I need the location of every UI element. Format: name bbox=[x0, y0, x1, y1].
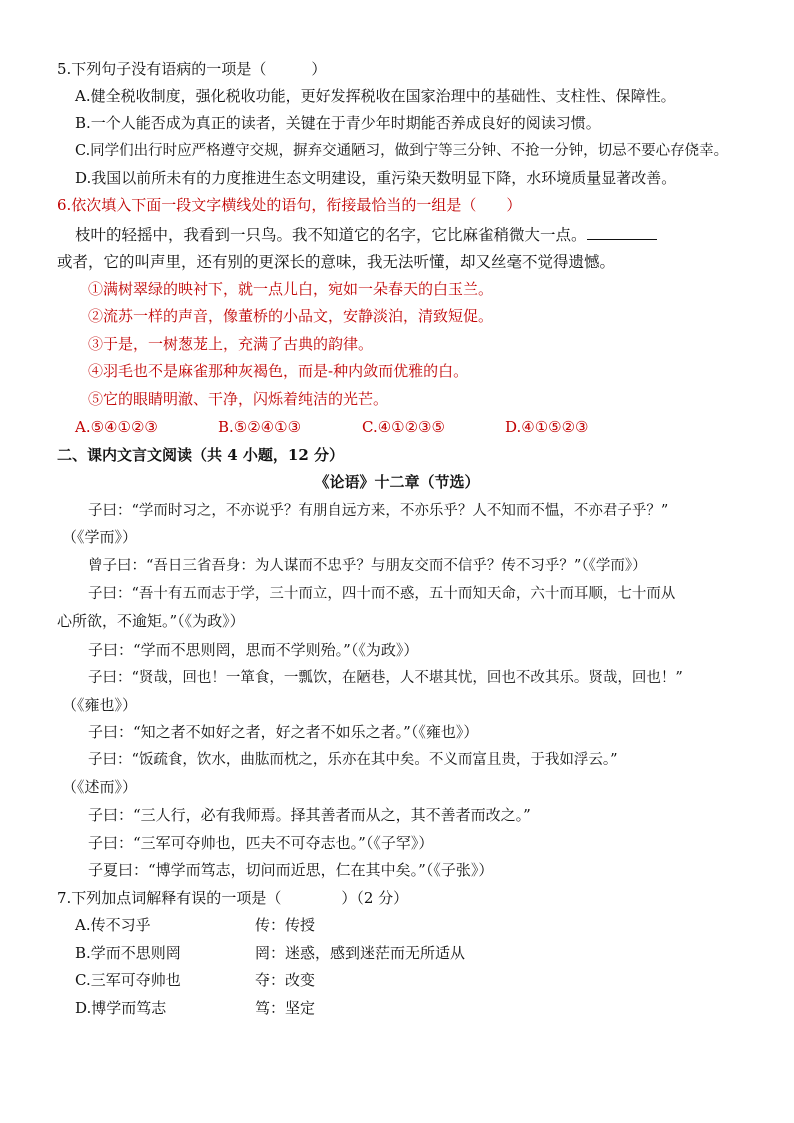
q6-choice-d: D.④①⑤②③ bbox=[505, 418, 589, 436]
analects-line-14: 子夏曰：“博学而笃志，切问而近思，仁在其中矣。”（《子张》） bbox=[88, 861, 494, 879]
analects-line-5: 心所欲，不逾矩。”（《为政》） bbox=[57, 612, 245, 630]
q7-meaning-a: 传：传授 bbox=[255, 916, 316, 934]
q6-sentence-2: ②流苏一样的声音，像董桥的小品文，安静淡泊，清致短促。 bbox=[88, 307, 494, 325]
q5-option-d: D.我国以前所未有的力度推进生态文明建设，重污染天数明显下降，水环境质量显著改善。 bbox=[75, 169, 677, 187]
q6-passage-1 bbox=[75, 225, 657, 245]
q6-choice-b: B.⑤②④①③ bbox=[218, 418, 302, 436]
analects-line-4: 子曰：“吾十有五而志于学，三十而立，四十而不惑，五十而知天命，六十而耳顺，七十而从 bbox=[88, 586, 676, 602]
q7-term-a: A.传不习乎 bbox=[75, 916, 151, 934]
analects-line-6: 子曰：“学而不思则罔，思而不学则殆。”（《为政》） bbox=[88, 641, 419, 659]
analects-line-13: 子曰：“三军可夺帅也，匹夫不可夺志也。”（《子罕》） bbox=[88, 834, 434, 852]
q6-passage-1-text: 枝叶的轻摇中，我看到一只鸟。我不知道它的名字，它比麻雀稍微大一点。 bbox=[75, 226, 587, 244]
q7-stem: 7.下列加点词解释有误的一项是（ ）（2 分） bbox=[57, 889, 409, 907]
q7-meaning-d: 笃：坚定 bbox=[255, 999, 316, 1017]
q7-term-b: B.学而不思则罔 bbox=[75, 944, 181, 962]
q7-term-d: D.博学而笃志 bbox=[75, 999, 167, 1017]
analects-line-7: 子曰：“贤哉，回也！一箪食，一瓢饮，在陋巷，人不堪其忧，回也不改其乐。贤哉，回也！” bbox=[88, 670, 683, 686]
analects-line-2: （《学而》） bbox=[62, 528, 138, 546]
q5-option-c: C.同学们出行时应严格遵守交规，摒弃交通陋习，做到宁等三分钟、不抢一分钟，切忌不要心存侥幸。 bbox=[75, 143, 729, 159]
analects-line-12: 子曰：“三人行，必有我师焉。择其善者而从之，其不善者而改之。” bbox=[88, 806, 531, 824]
q6-passage-2: 或者，它的叫声里，还有别的更深长的意味，我无法听懂，却又丝毫不觉得遗憾。 bbox=[57, 253, 616, 271]
analects-line-1: 子曰：“学而时习之，不亦说乎？有朋自远方来，不亦乐乎？人不知而不愠，不亦君子乎？” bbox=[88, 503, 669, 519]
q6-stem: 6.依次填入下面一段文字横线处的语句，衔接最恰当的一组是（ ） bbox=[57, 196, 522, 214]
analects-line-10: 子曰：“饭疏食，饮水，曲肱而枕之，乐亦在其中矣。不义而富且贵，于我如浮云。” bbox=[88, 752, 618, 768]
q6-sentence-1: ①满树翠绿的映衬下，就一点儿白，宛如一朵春天的白玉兰。 bbox=[88, 280, 494, 298]
section-2-title: 《论语》十二章（节选） bbox=[314, 473, 480, 491]
q6-sentence-3: ③于是，一树葱茏上，充满了古典的韵律。 bbox=[88, 335, 374, 353]
analects-line-9: 子曰：“知之者不如好之者，好之者不如乐之者。”（《雍也》） bbox=[88, 723, 479, 741]
q7-meaning-c: 夺：改变 bbox=[255, 971, 316, 989]
q6-choice-a: A.⑤④①②③ bbox=[75, 418, 158, 436]
analects-line-8: （《雍也》） bbox=[62, 696, 138, 714]
analects-line-11: （《述而》） bbox=[62, 778, 138, 796]
q5-option-b: B.一个人能否成为真正的读者，关键在于青少年时期能否养成良好的阅读习惯。 bbox=[75, 114, 601, 132]
q5-stem: 5.下列句子没有语病的一项是（ ） bbox=[57, 60, 327, 78]
q7-term-c: C.三军可夺帅也 bbox=[75, 971, 181, 989]
q6-answer-blank bbox=[587, 225, 657, 240]
q5-option-a: A.健全税收制度，强化税收功能，更好发挥税收在国家治理中的基础性、支柱性、保障性。 bbox=[75, 87, 676, 105]
q7-meaning-b: 罔：迷惑，感到迷茫而无所适从 bbox=[255, 944, 466, 962]
analects-line-3: 曾子曰：“吾日三省吾身：为人谋而不忠乎？与朋友交而不信乎？传不习乎？”（《学而》） bbox=[88, 558, 647, 574]
q6-sentence-4: ④羽毛也不是麻雀那种灰褐色，而是-种内敛而优雅的白。 bbox=[88, 362, 469, 380]
q6-choice-c: C.④①②③⑤ bbox=[362, 418, 445, 436]
q6-sentence-5: ⑤它的眼睛明澈、干净，闪烁着纯洁的光芒。 bbox=[88, 390, 389, 408]
section-2-heading: 二、课内文言文阅读（共 4 小题，12 分） bbox=[57, 446, 344, 464]
